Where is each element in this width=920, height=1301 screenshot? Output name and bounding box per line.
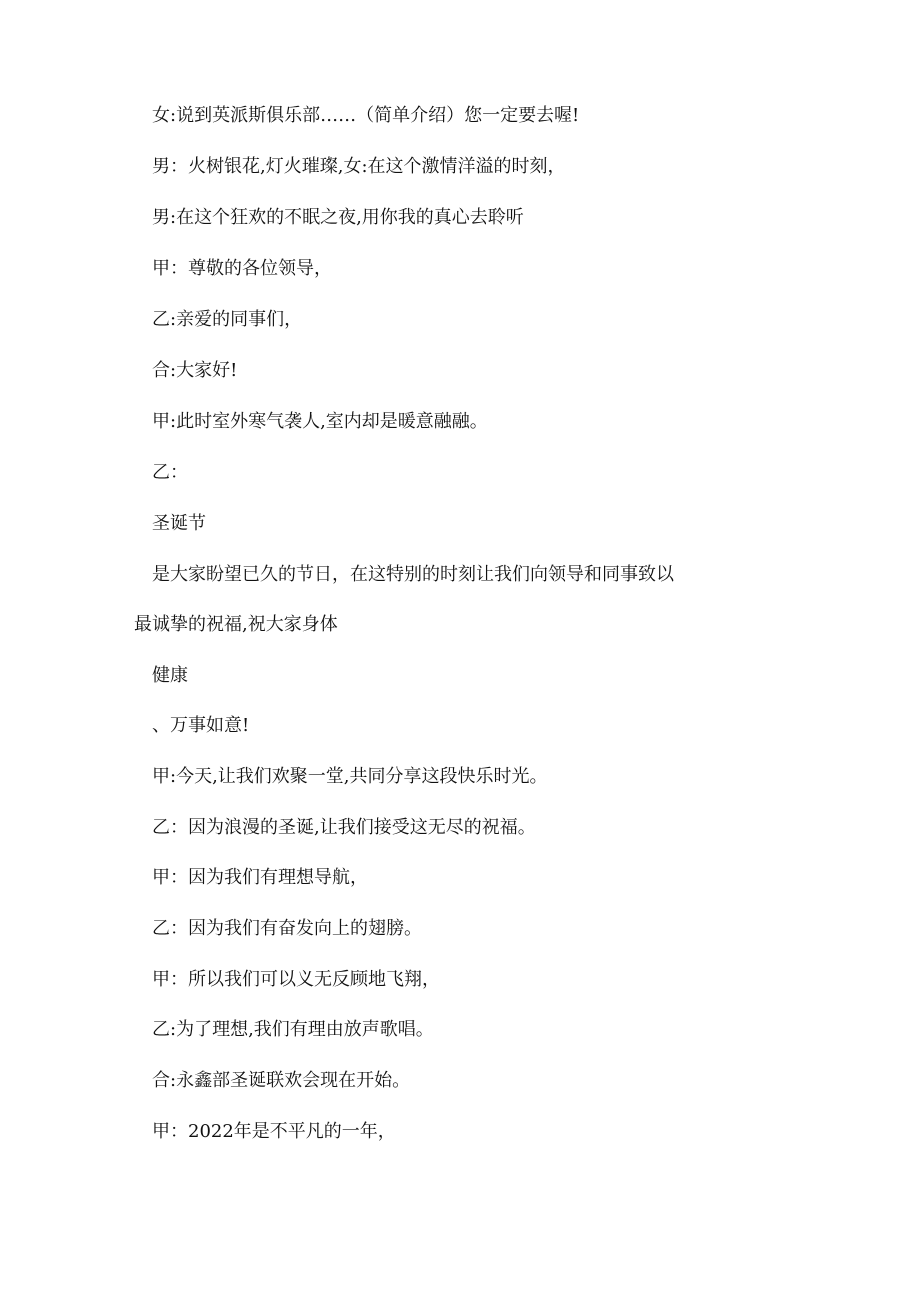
paragraph-line-19: 乙:为了理想,我们有理由放声歌唱。: [152, 1019, 434, 1040]
paragraph-line-1: 女:说到英派斯俱乐部……（简单介绍）您一定要去喔!: [152, 105, 580, 126]
paragraph-line-21: 甲：2022年是不平凡的一年，: [152, 1121, 396, 1142]
paragraph-line-20: 合:永鑫部圣诞联欢会现在开始。: [152, 1070, 411, 1091]
paragraph-line-18: 甲：所以我们可以义无反顾地飞翔，: [152, 969, 440, 990]
paragraph-line-11: 最诚挚的祝福,祝大家身体: [134, 614, 338, 635]
paragraph-line-2: 男：火树银花,灯火璀璨,女:在这个激情洋溢的时刻，: [152, 156, 566, 177]
paragraph-line-13: 、万事如意!: [152, 715, 250, 736]
paragraph-line-14: 甲:今天,让我们欢聚一堂,共同分享这段快乐时光。: [152, 766, 548, 787]
paragraph-line-3: 男:在这个狂欢的不眠之夜,用你我的真心去聆听: [152, 207, 524, 228]
paragraph-line-17: 乙：因为我们有奋发向上的翅膀。: [152, 918, 422, 939]
paragraph-line-8: 乙：: [152, 462, 188, 483]
paragraph-line-16: 甲：因为我们有理想导航，: [152, 867, 368, 888]
paragraph-line-10: 是大家盼望已久的节日，在这特别的时刻让我们向领导和同事致以: [152, 564, 674, 585]
paragraph-line-7: 甲:此时室外寒气袭人,室内却是暖意融融。: [152, 411, 488, 432]
paragraph-line-12: 健康: [152, 665, 188, 686]
paragraph-line-5: 乙:亲爱的同事们，: [152, 309, 303, 330]
paragraph-line-6: 合:大家好!: [152, 360, 238, 381]
paragraph-line-9: 圣诞节: [152, 513, 206, 534]
paragraph-line-4: 甲：尊敬的各位领导，: [152, 258, 332, 279]
paragraph-line-15: 乙：因为浪漫的圣诞,让我们接受这无尽的祝福。: [152, 817, 536, 838]
